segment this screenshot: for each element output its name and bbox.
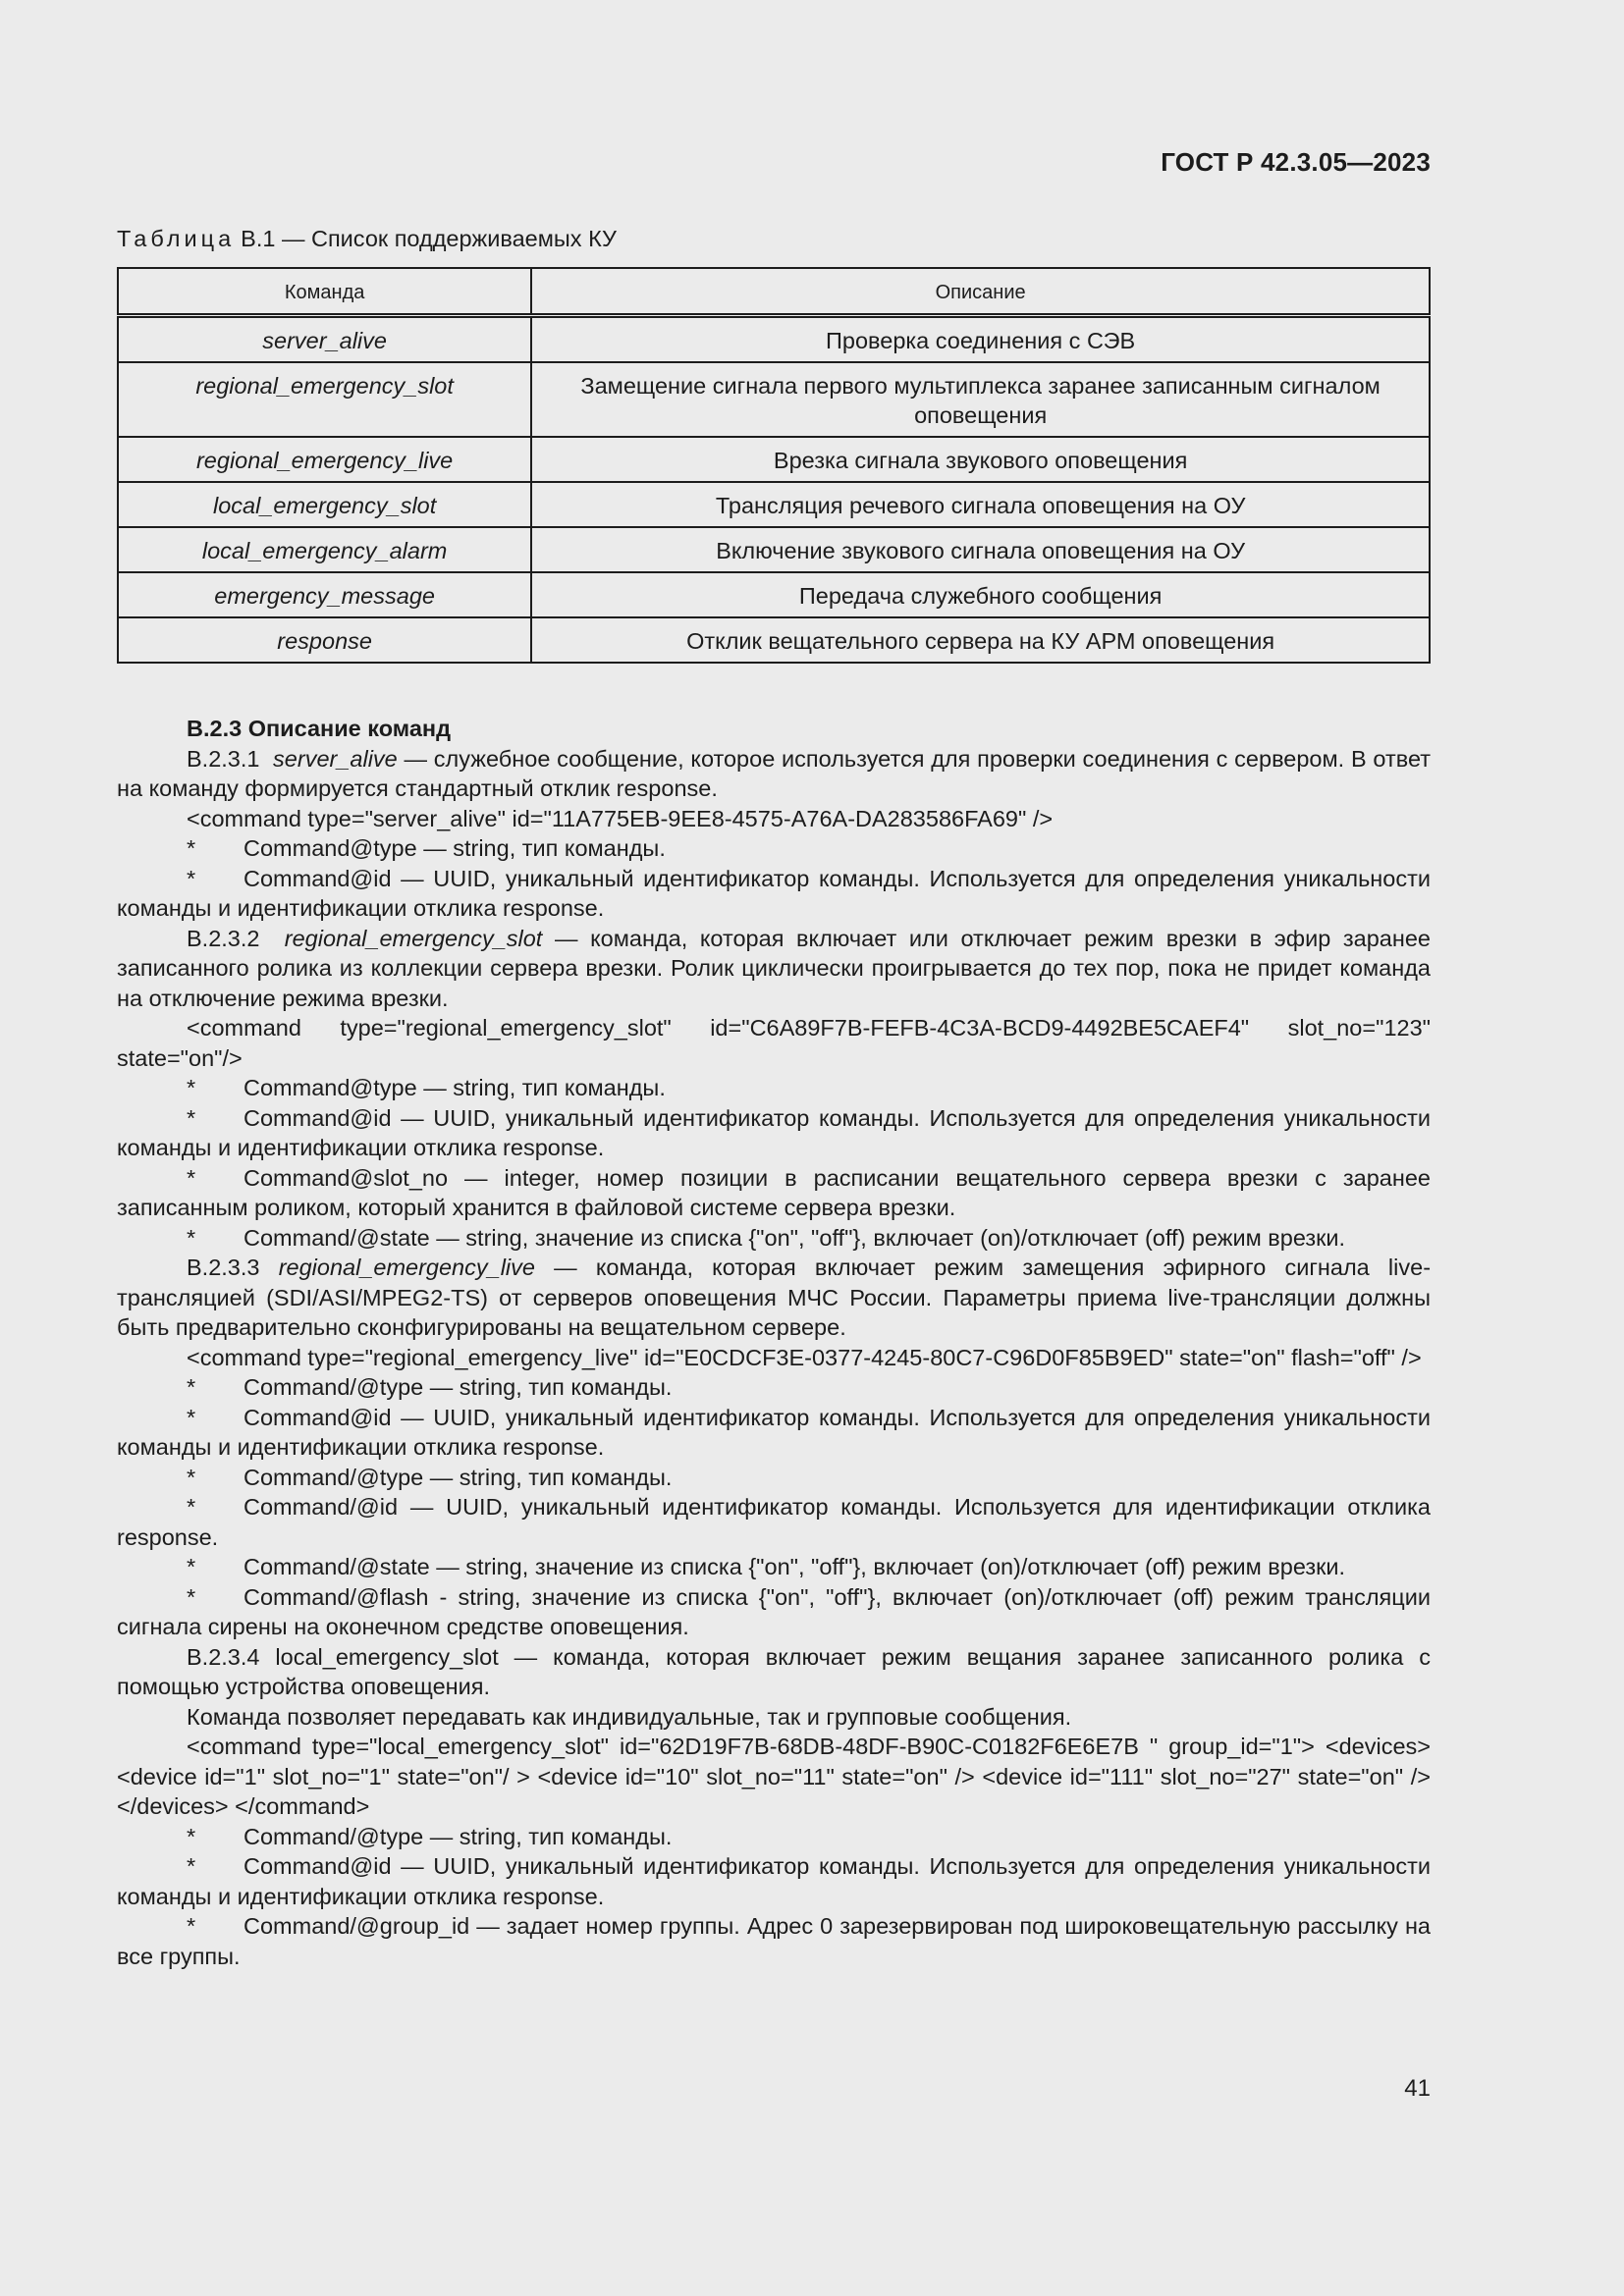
standard-header: ГОСТ Р 42.3.05—2023 xyxy=(1161,147,1431,177)
bullet-item xyxy=(117,1582,1431,1642)
bullet-text: Command@type — string, тип команды. xyxy=(244,1075,666,1100)
bullet-marker: * xyxy=(187,1554,196,1579)
bullet-text: Command@id — UUID, уникальный идентификатор команды. Используется для определения уникальности команды и идентификации отклика response. xyxy=(117,1404,1431,1460)
command-name: regional_emergency_slot xyxy=(118,362,531,437)
paragraph: Команда позволяет передавать как индивидуальные, так и групповые сообщения. xyxy=(187,1703,1072,1730)
bullet-marker: * xyxy=(187,1494,196,1520)
table-row xyxy=(118,362,1430,437)
command-name: regional_emergency_live xyxy=(118,437,531,482)
bullet-text: Command/@type — string, тип команды. xyxy=(244,1823,673,1849)
bullet-marker: * xyxy=(187,1913,196,1939)
paragraph xyxy=(117,1253,1431,1343)
clause-text: — команда, которая включает режим замещения эфирного сигнала live-трансляцией (SDI/ASI/MPEG2-TS) от серверов оповещения МЧС России. Параметры приема live-трансляции должны быть предварительно сконфигурированы на вещательном сервере. xyxy=(117,1255,1432,1340)
table-caption xyxy=(117,226,617,252)
clause-text: — служебное сообщение, которое используется для проверки соединения с сервером. В ответ на команду формируется стандартный отклик response. xyxy=(117,745,1431,801)
bullet-marker: * xyxy=(187,1224,196,1251)
code-sample: <command type="server_alive" id="11A775EB-9EE8-4575-A76A-DA283586FA69" /> xyxy=(187,805,1054,831)
bullet-item xyxy=(117,1911,1431,1971)
command-description: Проверка соединения с СЭВ xyxy=(531,316,1430,363)
bullet-text: Command/@state — string, значение из списка {"on", "off"}, включает (on)/отключает (off) режим врезки. xyxy=(244,1224,1346,1251)
command-description: Трансляция речевого сигнала оповещения на ОУ xyxy=(531,482,1430,527)
table-row xyxy=(118,617,1430,663)
bullet-marker: * xyxy=(187,1853,196,1879)
bullet-item xyxy=(117,1403,1431,1463)
bullet-text: Command@id — UUID, уникальный идентификатор команды. Используется для определения уникальности команды и идентификации отклика response. xyxy=(117,1104,1431,1160)
command-name: local_emergency_alarm xyxy=(118,527,531,572)
bullet-item xyxy=(117,1851,1431,1911)
command-description: Врезка сигнала звукового оповещения xyxy=(531,437,1430,482)
bullet-text: Command/@type — string, тип команды. xyxy=(244,1374,673,1400)
table-row xyxy=(118,316,1430,363)
bullet-marker: * xyxy=(187,1404,196,1430)
code-sample: <command type="regional_emergency_slot" id="C6A89F7B-FEFB-4C3A-BCD9-4492BE5CAEF4" slot_no="123" state="on"/> xyxy=(117,1015,1431,1071)
bullet-text: Command@id — UUID, уникальный идентификатор команды. Используется для определения уникальности команды и идентификации отклика response. xyxy=(117,1853,1431,1909)
command-name: server_alive xyxy=(118,316,531,363)
bullet-item xyxy=(117,1103,1431,1163)
bullet-text: Command/@flash - string, значение из списка {"on", "off"}, включает (on)/отключает (off) режим трансляции сигнала сирены на оконечном средстве оповещения. xyxy=(117,1583,1431,1639)
command-description: Включение звукового сигнала оповещения на ОУ xyxy=(531,527,1430,572)
bullet-text: Command/@group_id — задает номер группы. Адрес 0 зарезервирован под широковещательную рассылку на все группы. xyxy=(117,1913,1431,1969)
clause-number: В.2.3.1 xyxy=(187,745,260,772)
table-caption-prefix: Таблица xyxy=(117,226,236,251)
section-body xyxy=(117,714,1431,1971)
clause-text: — команда, которая включает или отключает режим врезки в эфир заранее записанного ролика из коллекции сервера врезки. Ролик циклически проигрывается до тех пор, пока не придет команда на отключение режима врезки. xyxy=(117,925,1431,1011)
table-row xyxy=(118,482,1430,527)
command-description: Отклик вещательного сервера на КУ АРМ оповещения xyxy=(531,617,1430,663)
column-header-description: Описание xyxy=(531,268,1430,316)
command-term: server_alive xyxy=(273,745,398,772)
paragraph: В.2.3.4 local_emergency_slot — команда, которая включает режим вещания заранее записанного ролика с помощью устройства оповещения. xyxy=(117,1643,1431,1699)
table-caption-text: В.1 — Список поддерживаемых КУ xyxy=(241,226,617,251)
command-name: response xyxy=(118,617,531,663)
table-header-row xyxy=(118,268,1430,316)
bullet-text: Command/@type — string, тип команды. xyxy=(244,1464,673,1490)
bullet-marker: * xyxy=(187,1464,196,1490)
bullet-marker: * xyxy=(187,1075,196,1100)
column-header-command: Команда xyxy=(118,268,531,316)
bullet-item xyxy=(117,1073,1431,1103)
table-row xyxy=(118,572,1430,617)
bullet-item xyxy=(117,864,1431,924)
bullet-item xyxy=(117,1463,1431,1493)
page-number: 41 xyxy=(1404,2075,1431,2102)
paragraph xyxy=(117,744,1431,804)
bullet-text: Command/@state — string, значение из списка {"on", "off"}, включает (on)/отключает (off) режим врезки. xyxy=(244,1554,1346,1579)
bullet-item xyxy=(117,833,1431,864)
bullet-marker: * xyxy=(187,1164,196,1191)
code-sample: <command type="local_emergency_slot" id="62D19F7B-68DB-48DF-B90C-C0182F6E6E7B " group_id="1"> <devices> <device id="1" slot_no="1" state="on"/ > <device id="10" slot_no="11" state="on" /> <device id="111" slot_no="27" state="on" /> </devices> </command> xyxy=(117,1734,1431,1819)
table-row xyxy=(118,437,1430,482)
bullet-text: Command@type — string, тип команды. xyxy=(244,835,666,861)
command-term: regional_emergency_live xyxy=(278,1255,535,1280)
bullet-marker: * xyxy=(187,1823,196,1849)
bullet-marker: * xyxy=(187,1104,196,1131)
command-description: Замещение сигнала первого мультиплекса заранее записанным сигналом оповещения xyxy=(531,362,1430,437)
bullet-marker: * xyxy=(187,1374,196,1400)
bullet-text: Command@slot_no — integer, номер позиции в расписании вещательного сервера врезки с заранее записанным роликом, который хранится в файловой системе сервера врезки. xyxy=(117,1164,1431,1220)
bullet-item xyxy=(117,1223,1431,1254)
bullet-text: Command/@id — UUID, уникальный идентификатор команды. Используется для идентификации отклика response. xyxy=(117,1494,1431,1550)
bullet-marker: * xyxy=(187,865,196,891)
command-description: Передача служебного сообщения xyxy=(531,572,1430,617)
bullet-item xyxy=(117,1163,1431,1223)
bullet-text: Command@id — UUID, уникальный идентификатор команды. Используется для определения уникальности команды и идентификации отклика response. xyxy=(117,865,1431,921)
command-name: emergency_message xyxy=(118,572,531,617)
paragraph xyxy=(117,924,1431,1014)
bullet-item xyxy=(117,1552,1431,1582)
table-row xyxy=(118,527,1430,572)
command-term: regional_emergency_slot xyxy=(284,925,543,951)
code-sample: <command type="regional_emergency_live" id="E0CDCF3E-0377-4245-80C7-C96D0F85B9ED" state="on" flash="off" /> xyxy=(187,1344,1422,1370)
clause-number: В.2.3.3 xyxy=(187,1255,260,1280)
bullet-item xyxy=(117,1492,1431,1552)
bullet-marker: * xyxy=(187,835,196,861)
bullet-marker: * xyxy=(187,1583,196,1610)
clause-number: В.2.3.2 xyxy=(187,925,260,951)
section-title: В.2.3 Описание команд xyxy=(187,716,452,741)
commands-table xyxy=(117,267,1431,664)
bullet-item xyxy=(117,1372,1431,1403)
bullet-item xyxy=(117,1822,1431,1852)
command-name: local_emergency_slot xyxy=(118,482,531,527)
